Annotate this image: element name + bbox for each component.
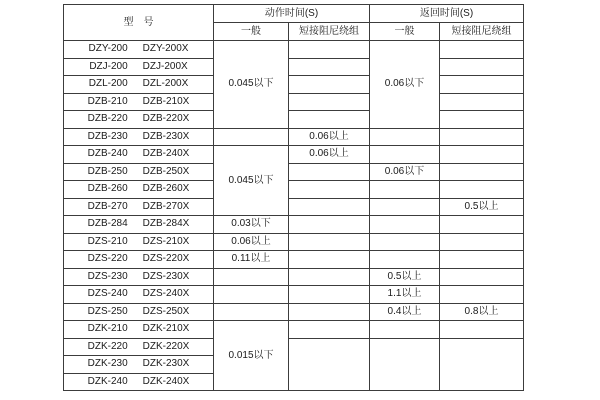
table-row [64,41,524,59]
model-name-primary: DZB-240 [87,148,128,160]
model-name-primary: DZB-270 [87,200,128,212]
model-name-primary: DZB-260 [87,183,128,195]
action-damping-cell [289,163,370,181]
return-general-cell [370,338,440,391]
model-cell [64,198,214,216]
model-name-primary: DZB-250 [87,165,128,177]
model-name-variant: DZS-250X [142,305,190,317]
return-damping-cell [440,163,524,181]
model-cell [64,303,214,321]
model-cell [64,76,214,94]
table-row [64,268,524,286]
model-name-variant: DZK-230X [142,358,190,370]
return-general-cell: 0.06以下 [370,163,440,181]
model-cell [64,233,214,251]
model-name-primary: DZY-200 [88,43,128,55]
model-name-primary: DZB-284 [87,218,128,230]
return-damping-cell [440,338,524,391]
model-name-primary: DZS-220 [87,253,128,265]
table-row [64,163,524,181]
model-name-variant: DZB-220X [142,113,190,125]
return-general-cell [370,251,440,269]
model-name-variant: DZK-210X [142,323,190,335]
action-damping-cell [289,286,370,304]
action-general-cell: 0.06以上 [214,233,289,251]
model-cell [64,111,214,129]
action-damping-cell: 0.06以上 [289,128,370,146]
return-damping-header: 短接阻尼绕组 [440,23,524,41]
table-row [64,233,524,251]
action-damping-cell [289,233,370,251]
return-general-cell [370,128,440,146]
return-damping-cell: 0.5以上 [440,198,524,216]
action-general-cell: 0.03以下 [214,216,289,234]
action-general-cell [214,303,289,321]
model-name-variant: DZS-230X [142,270,190,282]
model-name-primary: DZB-210 [87,95,128,107]
model-name-primary: DZK-210 [87,323,128,335]
model-cell [64,286,214,304]
return-general-cell [370,146,440,164]
action-damping-cell [289,251,370,269]
action-damping-cell [289,321,370,339]
action-general-cell [214,286,289,304]
return-damping-cell [440,321,524,339]
table-row [64,251,524,269]
return-general-cell [370,181,440,199]
action-general-cell: 0.045以下 [214,41,289,129]
return-general-cell: 0.5以上 [370,268,440,286]
return-general-cell: 0.06以下 [370,41,440,129]
action-time-header: 动作时间(S) [214,5,370,23]
model-name-primary: DZJ-200 [89,60,128,72]
return-general-cell [370,198,440,216]
model-name-primary: DZS-230 [87,270,128,282]
model-name-primary: DZB-230 [87,130,128,142]
model-name-primary: DZB-220 [87,113,128,125]
model-name-variant: DZB-210X [142,95,190,107]
action-damping-cell [289,58,370,76]
model-name-variant: DZS-210X [142,235,190,247]
model-cell [64,321,214,339]
model-name-primary: DZS-240 [87,288,128,300]
model-name-primary: DZK-230 [87,358,128,370]
table-row [64,128,524,146]
return-damping-cell [440,251,524,269]
table-row [64,111,524,129]
return-general-cell: 1.1以上 [370,286,440,304]
table-row [64,286,524,304]
model-cell [64,58,214,76]
return-general-cell [370,216,440,234]
model-name-primary: DZL-200 [88,78,128,90]
action-damping-cell [289,216,370,234]
model-name-variant: DZB-250X [142,165,190,177]
model-name-variant: DZB-284X [142,218,190,230]
return-damping-cell [440,181,524,199]
table-row [64,321,524,339]
table-row [64,93,524,111]
action-damping-cell [289,303,370,321]
action-general-header: 一般 [214,23,289,41]
model-cell [64,41,214,59]
model-cell [64,373,214,391]
action-damping-cell [289,41,370,59]
model-name-variant: DZY-200X [142,43,189,55]
model-cell [64,93,214,111]
action-general-cell: 0.015以下 [214,321,289,391]
action-damping-cell [289,111,370,129]
table-row [64,338,524,356]
model-name-variant: DZS-240X [142,288,190,300]
model-name-primary: DZK-220 [87,340,128,352]
model-name-variant: DZS-220X [142,253,190,265]
action-damping-cell [289,93,370,111]
table-header [64,5,524,41]
return-damping-cell [440,111,524,129]
return-damping-cell [440,58,524,76]
action-general-cell [214,268,289,286]
model-name-variant: DZB-270X [142,200,190,212]
return-general-cell [370,233,440,251]
action-general-cell [214,128,289,146]
return-general-header: 一般 [370,23,440,41]
table-row [64,76,524,94]
return-general-cell [370,321,440,339]
action-damping-cell [289,198,370,216]
return-damping-cell [440,216,524,234]
model-cell [64,356,214,374]
action-general-cell: 0.11以上 [214,251,289,269]
table-row [64,198,524,216]
model-header: 型 号 [64,5,214,41]
model-name-variant: DZK-220X [142,340,190,352]
return-damping-cell [440,268,524,286]
table-row [64,58,524,76]
model-cell [64,146,214,164]
table-row [64,181,524,199]
model-cell [64,251,214,269]
model-name-variant: DZJ-200X [142,60,188,72]
header-row-groups [64,5,524,23]
return-damping-cell [440,128,524,146]
model-name-primary: DZS-210 [87,235,128,247]
model-name-primary: DZS-250 [87,305,128,317]
model-name-variant: DZL-200X [142,78,189,90]
action-damping-header: 短接阻尼绕组 [289,23,370,41]
table-body [64,41,524,391]
model-cell [64,338,214,356]
model-name-variant: DZB-260X [142,183,190,195]
model-cell [64,128,214,146]
model-name-variant: DZK-240X [142,375,190,387]
model-name-primary: DZK-240 [87,375,128,387]
table-row [64,216,524,234]
action-general-cell: 0.045以下 [214,146,289,216]
return-time-header: 返回时间(S) [370,5,524,23]
model-cell [64,268,214,286]
return-damping-cell [440,41,524,59]
model-name-variant: DZB-230X [142,130,190,142]
action-damping-cell [289,76,370,94]
table-row [64,146,524,164]
return-damping-cell: 0.8以上 [440,303,524,321]
return-damping-cell [440,233,524,251]
model-cell [64,216,214,234]
model-name-variant: DZB-240X [142,148,190,160]
model-cell [64,163,214,181]
table-row [64,303,524,321]
return-damping-cell [440,76,524,94]
action-damping-cell [289,181,370,199]
spec-table [63,4,524,391]
action-damping-cell [289,268,370,286]
model-cell [64,181,214,199]
return-damping-cell [440,93,524,111]
return-damping-cell [440,286,524,304]
action-damping-cell: 0.06以上 [289,146,370,164]
return-general-cell: 0.4以上 [370,303,440,321]
return-damping-cell [440,146,524,164]
action-damping-cell [289,338,370,391]
